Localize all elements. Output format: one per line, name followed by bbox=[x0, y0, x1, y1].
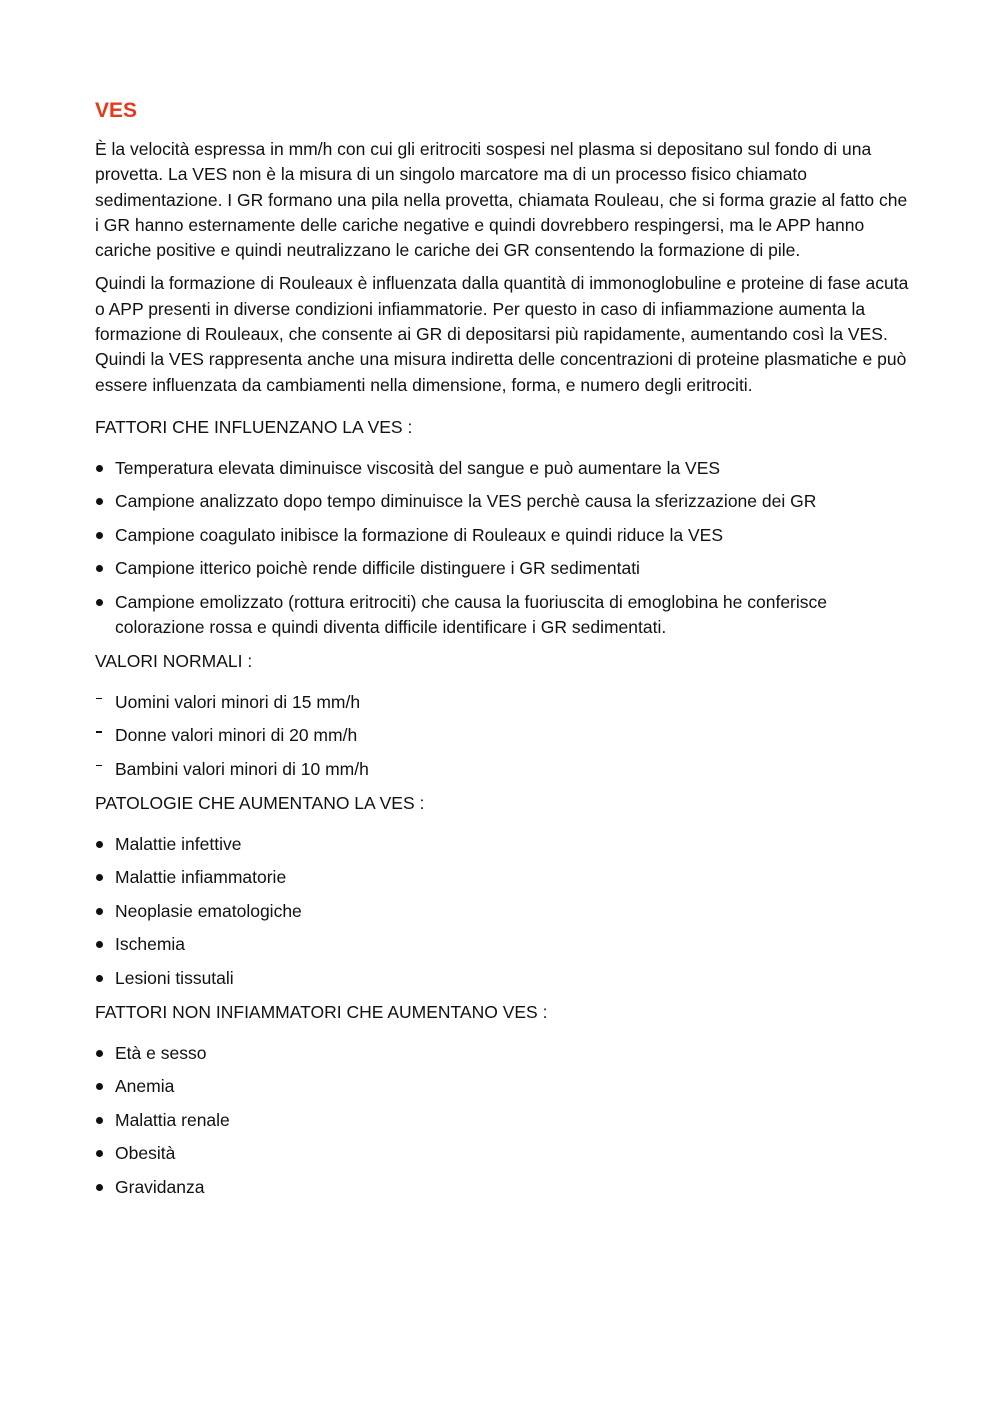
list-item bbox=[95, 757, 910, 782]
list-item-text: Uomini valori minori di 15 mm/h bbox=[115, 691, 361, 712]
list-item-text: Campione analizzato dopo tempo diminuisce la VES perchè causa la sferizzazione dei GR bbox=[115, 491, 817, 512]
list-item-text: Lesioni tissutali bbox=[115, 967, 234, 988]
list-item bbox=[95, 690, 910, 715]
list-item-text: Bambini valori minori di 10 mm/h bbox=[115, 758, 369, 779]
non-infiammatori-list bbox=[95, 1041, 910, 1200]
list-item-text: Ischemia bbox=[115, 934, 186, 955]
valori-list bbox=[95, 690, 910, 782]
list-item bbox=[95, 1041, 910, 1066]
list-item bbox=[95, 456, 910, 481]
section-heading-fattori: FATTORI CHE INFLUENZANO LA VES : bbox=[95, 416, 413, 437]
list-item-text: Temperatura elevata diminuisce viscosità del sangue e può aumentare la VES bbox=[115, 457, 721, 478]
list-item-text: Donne valori minori di 20 mm/h bbox=[115, 725, 358, 746]
list-item-text: Malattie infettive bbox=[115, 833, 242, 854]
fattori-list bbox=[95, 456, 910, 640]
list-item bbox=[95, 489, 910, 514]
list-item bbox=[95, 932, 910, 957]
list-item bbox=[95, 1175, 910, 1200]
list-item-text: Malattia renale bbox=[115, 1109, 230, 1130]
list-item bbox=[95, 590, 910, 640]
list-item bbox=[95, 723, 910, 748]
section-heading-valori: VALORI NORMALI : bbox=[95, 650, 253, 671]
rouleaux-paragraph: Quindi la formazione di Rouleaux è influenzata dalla quantità di immonoglobuline e proteine di fase acuta o APP presenti in diverse condizioni infiammatorie. Per questo in caso di infiammazione aumenta la formazione di Rouleaux, che consente ai GR di depositarsi più rapidamente, aumentando così la VES. Quindi la VES rappresenta anche una misura indiretta delle concentrazioni di proteine plasmatiche e può essere influenzata da cambiamenti nella dimensione, forma, e numero degli eritrociti. bbox=[95, 273, 909, 395]
list-item bbox=[95, 865, 910, 890]
list-item bbox=[95, 899, 910, 924]
list-item-text: Anemia bbox=[115, 1076, 175, 1097]
list-item bbox=[95, 1074, 910, 1099]
list-item-text: Campione emolizzato (rottura eritrociti) che causa la fuoriuscita di emoglobina he conferisce colorazione rossa e quindi diventa difficile identificare i GR sedimentati. bbox=[115, 591, 828, 637]
list-item-text: Campione coagulato inibisce la formazione di Rouleaux e quindi riduce la VES bbox=[115, 524, 723, 545]
list-item bbox=[95, 556, 910, 581]
list-item bbox=[95, 1141, 910, 1166]
section-heading-non-infiammatori: FATTORI NON INFIAMMATORI CHE AUMENTANO VES : bbox=[95, 1001, 548, 1022]
list-item bbox=[95, 523, 910, 548]
section-heading-patologie: PATOLOGIE CHE AUMENTANO LA VES : bbox=[95, 792, 425, 813]
list-item bbox=[95, 832, 910, 857]
intro-paragraph: È la velocità espressa in mm/h con cui gli eritrociti sospesi nel plasma si depositano sul fondo di una provetta. La VES non è la misura di un singolo marcatore ma di un processo fisico chiamato sedimentazione. I GR formano una pila nella provetta, chiamata Rouleau, che si forma grazie al fatto che i GR hanno esternamente delle cariche negative e quindi dovrebbero respingersi, ma le APP hanno cariche positive e quindi neutralizzano le cariche dei GR consentendo la formazione di pile. bbox=[95, 139, 908, 261]
list-item-text: Neoplasie ematologiche bbox=[115, 900, 302, 921]
document-title: VES bbox=[95, 99, 138, 122]
list-item-text: Malattie infiammatorie bbox=[115, 867, 287, 888]
list-item bbox=[95, 1108, 910, 1133]
patologie-list bbox=[95, 832, 910, 991]
list-item-text: Obesità bbox=[115, 1143, 176, 1164]
list-item-text: Campione itterico poichè rende difficile distinguere i GR sedimentati bbox=[115, 558, 640, 579]
list-item-text: Età e sesso bbox=[115, 1042, 207, 1063]
list-item-text: Gravidanza bbox=[115, 1176, 205, 1197]
list-item bbox=[95, 966, 910, 991]
